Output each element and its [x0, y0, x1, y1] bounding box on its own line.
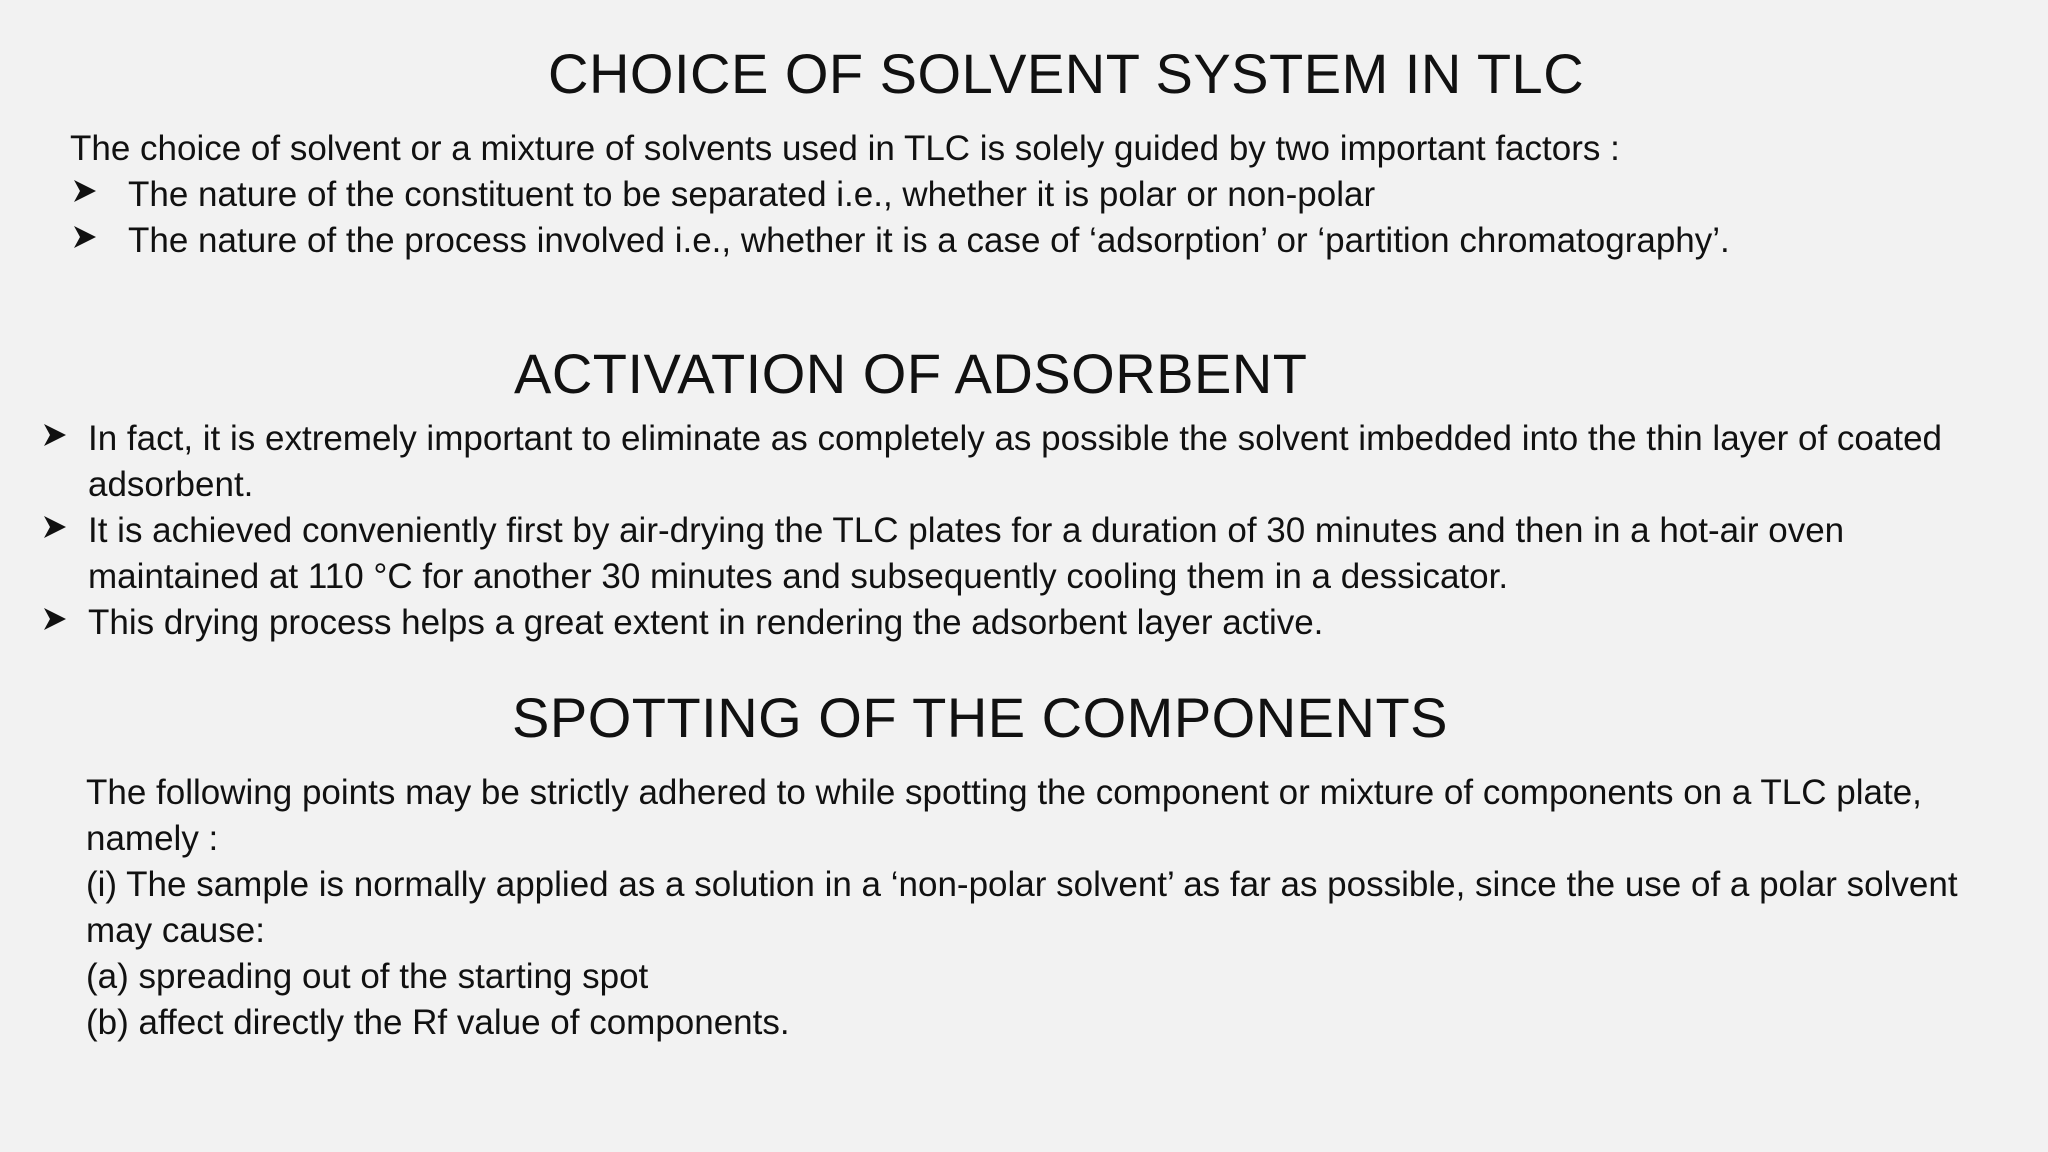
activation-bullet-2 — [42, 508, 1844, 600]
bullet-line: In fact, it is extremely important to eliminate as completely as possible the solvent imbedded into the thin layer of coated — [88, 419, 1943, 458]
solvent-bullet-2 — [72, 218, 1730, 264]
arrowhead-bullet-icon — [72, 224, 98, 250]
arrowhead-bullet-icon — [72, 178, 98, 204]
solvent-bullet-2-text — [128, 218, 1730, 264]
arrowhead-bullet-icon — [42, 514, 68, 540]
spotting-line: The following points may be strictly adhered to while spotting the component or mixture of components on a TLC plate, — [86, 773, 1922, 812]
bullet-line: It is achieved conveniently first by air-drying the TLC plates for a duration of 30 minutes and then in a hot-air oven — [88, 511, 1845, 550]
bullet-line: This drying process helps a great extent in rendering the adsorbent layer active. — [88, 603, 1324, 642]
solvent-intro-text: The choice of solvent or a mixture of solvents used in TLC is solely guided by two important factors : — [70, 129, 1620, 168]
spotting-body-text — [86, 770, 1958, 1046]
activation-bullet-1-text — [88, 416, 1942, 508]
arrowhead-bullet-icon — [42, 606, 68, 632]
bullet-line: The nature of the constituent to be separated i.e., whether it is polar or non-polar — [128, 175, 1376, 214]
spotting-line: may cause: — [86, 911, 265, 950]
activation-bullet-3 — [42, 600, 1323, 646]
section-title-activation: ACTIVATION OF ADSORBENT — [514, 342, 1308, 405]
bullet-line: adsorbent. — [88, 465, 254, 504]
spotting-line: (b) affect directly the Rf value of components. — [86, 1003, 790, 1042]
arrowhead-bullet-icon — [42, 422, 68, 448]
spotting-line: (i) The sample is normally applied as a solution in a ‘non-polar solvent’ as far as possible, since the use of a polar solvent — [86, 865, 1958, 904]
section-title-spotting: SPOTTING OF THE COMPONENTS — [512, 686, 1449, 749]
solvent-bullet-1-text — [128, 172, 1375, 218]
activation-bullet-1 — [42, 416, 1942, 508]
bullet-line: The nature of the process involved i.e., whether it is a case of ‘adsorption’ or ‘partition chromatography’. — [128, 221, 1730, 260]
activation-bullet-3-text — [88, 600, 1323, 646]
bullet-line: maintained at 110 °C for another 30 minutes and subsequently cooling them in a dessicator. — [88, 557, 1509, 596]
activation-bullet-2-text — [88, 508, 1844, 600]
section-title-solvent-system: CHOICE OF SOLVENT SYSTEM IN TLC — [548, 42, 1585, 105]
spotting-line: namely : — [86, 819, 219, 858]
solvent-bullet-1 — [72, 172, 1375, 218]
spotting-line: (a) spreading out of the starting spot — [86, 957, 649, 996]
